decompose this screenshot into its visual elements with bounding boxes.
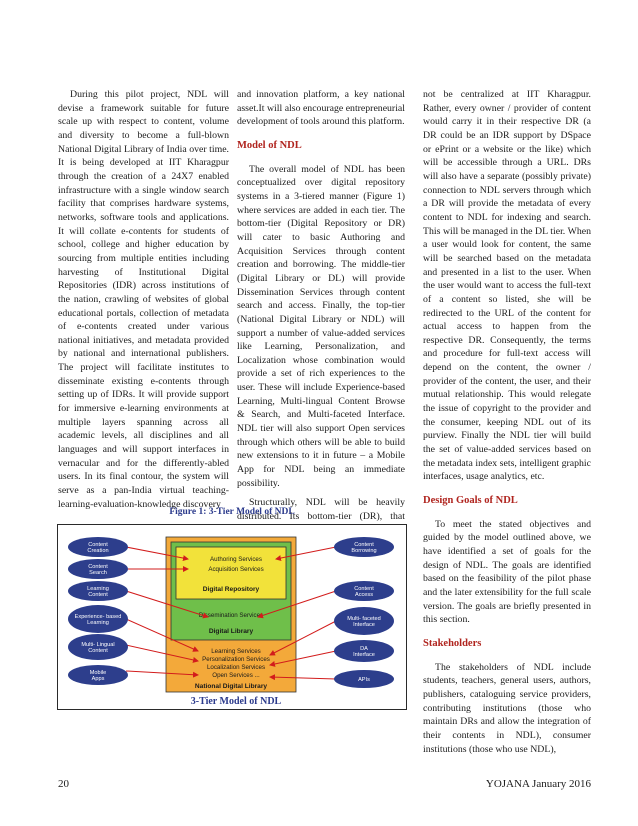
col3-paragraph-2: To meet the stated objectives and guided by the model outlined above, we have identified a set of goals for the design of NDL. The goals are identified based on the feasibility of the pilot phase and the later extensibility for the full scale version. The goals are briefly presented in this section. [423,518,591,626]
ndl-service-label: Localization Services [206,664,266,671]
page-number: 20 [58,778,69,790]
col3-paragraph-1: not be centralized at IIT Kharagpur. Rather, every owner / provider of content would carry it in their respective DR (a DR could be an IDR support by DSpace or ePrint or a website or the like) which will be accessible through a URL. DRs will also have a separate (possibly private) connection to NDL servers through which a DR will provide the metadata of every content to NDL for indexing and search. This will be managed in the DL tier. When a user would look for content, the same will be searched based on the metadata and presented in a list to the user. When the user would want to access the full-text of a content so listed, she will be redirected to the URL of the content for actual access to happen from the respective DR. Consequently, the terms and procedure for full-text access will depend on the content, the owner / provider of the content, the user, and their mutual relationship. This would relegate the issue of copyright to the provider and the consumer, keeping NDL out of its purview. Finally the NDL tier will build the set of value-added services based on the metadata index sets, intelligent graphic interfaces, usage analytics, etc. [423,89,591,483]
right-oval-label: Content Borrowing [351,541,377,555]
left-oval-label: Mobile Apps [89,669,107,683]
dl-service-label: Dissemination Services [198,612,264,619]
left-oval-label: Learning Content [87,585,109,599]
left-ovals [68,537,128,685]
figure-diagram [58,525,406,709]
heading-model-of-ndl: Model of NDL [237,139,302,151]
col3-paragraph-3: The stakeholders of NDL include students, teachers, general users, authors, publishers, cataloguing service providers, contributing institutions (those who maintain DRs and allow the integration of their contents in NDL), consumer institutions (those who use NDL), [423,661,591,755]
right-oval-label: Multi- faceted Interface [347,615,381,629]
right-oval-label: Content Access [354,585,374,599]
heading-stakeholders: Stakeholders [423,637,482,649]
right-ovals [334,537,394,688]
figure-caption: Figure 1: 3-Tier Model of NDL [169,507,295,517]
left-oval-label: Content Creation [87,541,109,555]
ndl-service-label: Learning Services [211,648,261,655]
figure-3-tier-model [57,524,407,710]
text-column-2 [237,88,405,537]
ndl-tier-label: National Digital Library [194,683,268,690]
ndl-service-label: Personalization Services [202,656,270,663]
figure-title: 3-Tier Model of NDL [190,696,282,707]
dl-tier-label: Digital Library [208,628,254,635]
magazine-name-date: YOJANA January 2016 [485,778,591,790]
left-oval-label: Content Search [88,563,108,577]
col2-paragraph-1: The overall model of NDL has been conceptualized over digital repository systems in a 3-tiered manner (Figure 1) where services are added in each tier. The bottom-tier (Digital Repository or DR) will cater to basic Authoring and Acquisition Services through content creation and borrowing. The middle-tier (Digital Library or DL) will provide Dissemination Services through content search and access. Finally, the top-tier (National Digital Library or NDL) will support a number of value-added services like Learning, Personalization, and Localization whose combination would provide a set of rich experiences to the user. These will include Experience-based Learning, Multi-lingual Content Browse & Search, and Multi-faceted Interface. NDL tier will also support Open services through which others will be able to build new extensions to it in future – a Mobile App for NDL being an immediate possibility. [237,163,405,489]
left-oval-label: Multi- Lingual Content [81,641,115,655]
dr-service-label: Authoring Services [210,556,262,563]
right-oval-label: DA Interface [353,645,375,659]
right-oval-label: APIs [358,677,370,683]
ndl-service-label: Open Services ... [212,672,260,679]
left-oval-label: Experience- based Learning [74,613,122,627]
dr-tier-label: Digital Repository [202,586,260,593]
col1-paragraph: During this pilot project, NDL will devise a framework suitable for future scale up with respect to content, volume and diversity to become a full-blown National Digital Library of India over time. It is being developed at IIT Kharagpur through the creation of a 24X7 enabled infrastructure with a single window search facility that comprises hardware systems, networks, software tools and applications. It will collate e-contents for students of school, college and higher education by sourcing from multiple entities including harvesting of Institutional Digital Repositories (IDR) across institutions of the nation, crawling of websites of global educational portals, collection of metadata of e-contents created under various national initiatives, and metadata provided by national and international publishers. The project will facilitate institutes to disseminate existing e-contents through setting up of IDRs. It will provide support for immersive e-learning environments at multiple layers spanning across all academic levels, all disciplines and all languages and will support interfaces in vernacular and for the differently-abled users. In its final contour, the system will serve as a pan-India virtual teaching-learning-evaluation-knowledge discovery [58,89,229,510]
text-column-1 [58,88,229,511]
text-column-3 [423,88,591,756]
col2-intro: and innovation platform, a key national asset.It will also encourage entrepreneurial development of tools around this platform. [237,89,405,128]
heading-design-goals: Design Goals of NDL [423,495,518,507]
col2-paragraph-2: Structurally, NDL will be heavily distributed. Its bottom-tier (DR), that [237,497,405,523]
dr-service-label: Acquisition Services [208,566,264,573]
